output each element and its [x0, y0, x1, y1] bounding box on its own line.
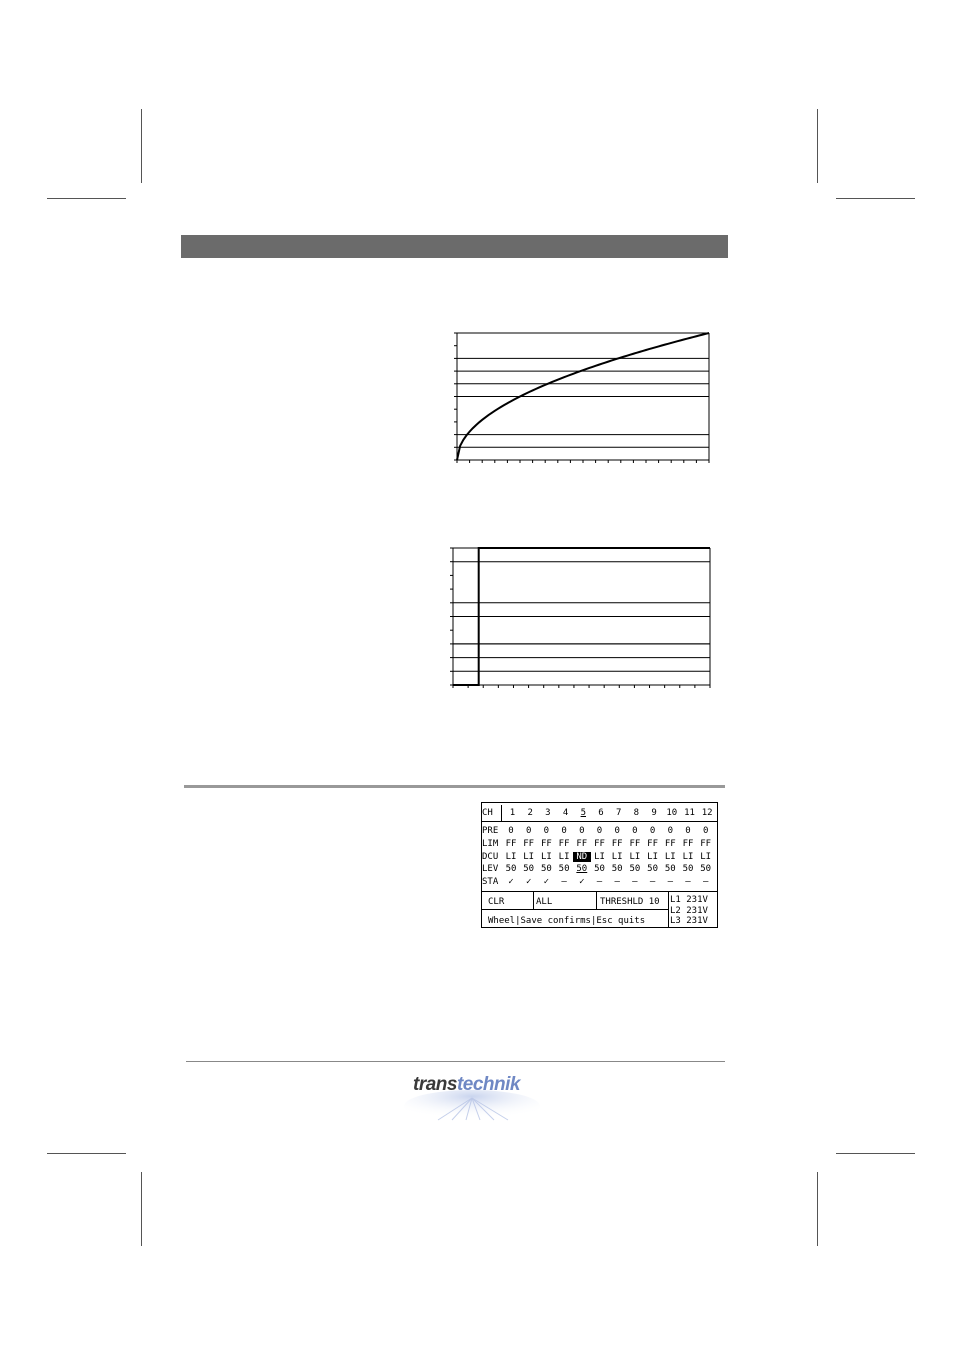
row-label-lev: LEV — [482, 864, 499, 874]
lcd-footer-inner-divider — [482, 909, 669, 910]
phase-voltage: L3 231V — [670, 916, 708, 926]
dcu-value: LI — [594, 852, 605, 862]
lev-value: 50 — [540, 864, 552, 874]
pre-value: 0 — [702, 826, 709, 836]
channel-number: 5 — [580, 808, 586, 818]
dcu-value: LI — [540, 852, 552, 862]
sta-value: ✓ — [543, 877, 550, 887]
pre-value: 0 — [561, 826, 567, 836]
channel-number: 10 — [666, 808, 678, 818]
dcu-value: LI — [629, 852, 641, 862]
dcu-value: LI — [558, 852, 570, 862]
lev-value: 50 — [664, 864, 676, 874]
dcu-value: ND — [573, 852, 591, 862]
pre-value: 0 — [579, 826, 585, 836]
lim-value: FF — [611, 839, 623, 849]
lev-value: 50 — [576, 864, 588, 874]
crop-mark — [141, 1172, 142, 1246]
lim-value: FF — [700, 839, 712, 849]
sta-value: – — [561, 877, 567, 887]
row-label-pre: PRE — [482, 826, 499, 836]
lev-value: 50 — [505, 864, 517, 874]
channel-number: 6 — [598, 808, 604, 818]
hint-text: Wheel|Save confirms|Esc quits — [488, 916, 646, 926]
footer-divider — [186, 1061, 725, 1062]
lcd-footer-sep — [596, 891, 597, 909]
sta-value: – — [632, 877, 638, 887]
phase-voltage: L2 231V — [670, 905, 708, 916]
lim-value: FF — [629, 839, 641, 849]
lim-value: FF — [505, 839, 517, 849]
lcd-footer-divider — [482, 891, 717, 892]
logo-wordmark: transtechnik — [413, 1074, 520, 1095]
lim-value: FF — [558, 839, 570, 849]
lim-value: FF — [523, 839, 535, 849]
dcu-value: LI — [682, 852, 694, 862]
sta-value: – — [702, 877, 709, 887]
channel-number: 2 — [527, 808, 533, 818]
dcu-value: LI — [647, 852, 659, 862]
sta-value: – — [667, 877, 673, 887]
sta-value: ✓ — [579, 877, 585, 887]
lim-value: FF — [576, 839, 588, 849]
lev-value: 50 — [523, 864, 535, 874]
crop-mark — [817, 1172, 818, 1246]
threshold-label: THRESHLD 10 — [600, 897, 660, 907]
pre-value: 0 — [596, 826, 603, 836]
pre-value: 0 — [525, 826, 532, 836]
crop-mark — [47, 1153, 126, 1154]
crop-mark — [836, 1153, 915, 1154]
sta-value: – — [614, 877, 620, 887]
lcd-header-divider — [482, 821, 717, 822]
row-label-lim: LIM — [482, 839, 499, 849]
section-header-bar — [181, 235, 728, 258]
sqrt-curve-chart — [448, 325, 718, 470]
lim-value: FF — [594, 839, 605, 849]
crop-mark — [141, 109, 142, 183]
lev-value: 50 — [629, 864, 641, 874]
all-label: ALL — [536, 897, 553, 907]
row-label-ch: CH — [482, 808, 493, 818]
pre-value: 0 — [614, 826, 620, 836]
lcd-footer-sep — [533, 891, 534, 909]
sta-value: – — [596, 877, 603, 887]
lev-value: 50 — [700, 864, 712, 874]
clr-label: CLR — [488, 897, 505, 907]
channel-number: 11 — [684, 808, 695, 818]
dcu-value: LI — [611, 852, 623, 862]
step-curve-chart — [445, 541, 717, 691]
lev-value: 50 — [594, 864, 605, 874]
channel-number: 1 — [509, 808, 516, 818]
pre-value: 0 — [649, 826, 656, 836]
channel-number: 8 — [633, 808, 640, 818]
lev-value: 50 — [647, 864, 659, 874]
row-label-sta: STA — [482, 877, 499, 887]
channel-number: 9 — [651, 808, 657, 818]
dcu-value: LI — [523, 852, 535, 862]
pre-value: 0 — [685, 826, 691, 836]
lcd-ch-divider — [501, 805, 502, 821]
sta-value: – — [649, 877, 656, 887]
channel-number: 7 — [615, 808, 622, 818]
phase-voltage: L1 231V — [670, 895, 708, 905]
dcu-value: LI — [700, 852, 712, 862]
pre-value: 0 — [667, 826, 673, 836]
lim-value: FF — [647, 839, 659, 849]
section-divider — [184, 785, 725, 788]
transtechnik-logo — [398, 1072, 546, 1124]
lev-value: 50 — [558, 864, 570, 874]
channel-number: 12 — [701, 808, 713, 818]
crop-mark — [817, 109, 818, 183]
dcu-value: LI — [505, 852, 517, 862]
pre-value: 0 — [632, 826, 638, 836]
sta-value: ✓ — [525, 877, 532, 887]
pre-value: 0 — [543, 826, 550, 836]
lim-value: FF — [540, 839, 552, 849]
lev-value: 50 — [682, 864, 694, 874]
lim-value: FF — [682, 839, 694, 849]
dcu-value: LI — [664, 852, 676, 862]
lcd-display — [481, 802, 718, 928]
pre-value: 0 — [508, 826, 514, 836]
sta-value: – — [685, 877, 691, 887]
channel-number: 4 — [562, 808, 569, 818]
lim-value: FF — [664, 839, 676, 849]
sta-value: ✓ — [508, 877, 514, 887]
crop-mark — [47, 198, 126, 199]
crop-mark — [836, 198, 915, 199]
lev-value: 50 — [611, 864, 623, 874]
channel-number: 3 — [545, 808, 551, 818]
row-label-dcu: DCU — [482, 852, 499, 862]
